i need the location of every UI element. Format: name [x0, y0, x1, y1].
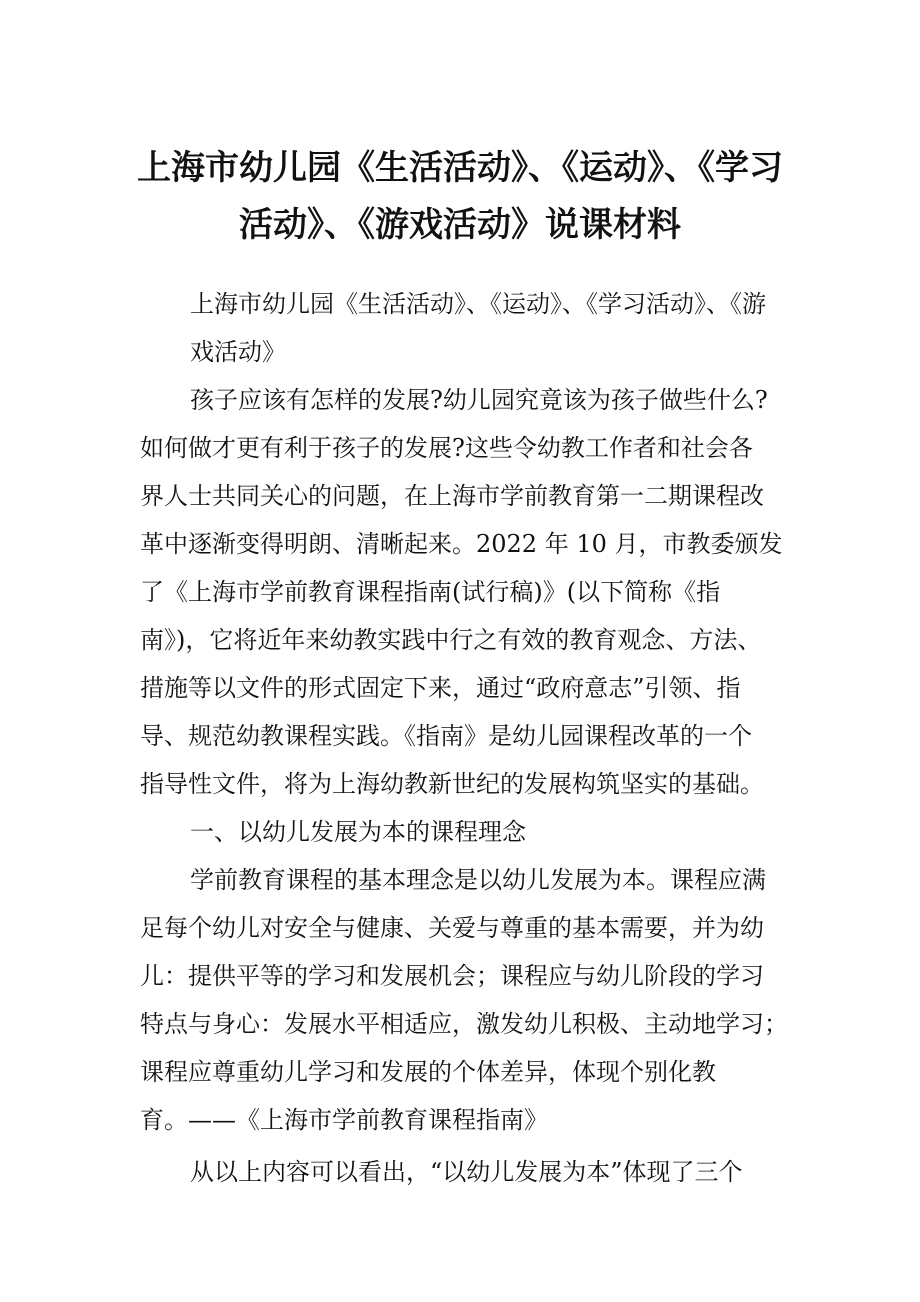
paragraph-line: 儿：提供平等的学习和发展机会；课程应与幼儿阶段的学习: [140, 962, 764, 990]
paragraph-line: 措施等以文件的形式固定下来，通过“政府意志”引领、指: [140, 674, 741, 702]
paragraph-line: 课程应尊重幼儿学习和发展的个体差异，体现个别化教: [140, 1058, 716, 1086]
paragraph-line: 孩子应该有怎样的发展?幼儿园究竟该为孩子做些什么?: [190, 386, 768, 414]
paragraph-line: 南》)，它将近年来幼教实践中行之有效的教育观念、方法、: [140, 626, 762, 654]
subtitle-line-2: 戏活动》: [190, 338, 286, 366]
paragraph-line: 导、规范幼教课程实践。《指南》是幼儿园课程改革的一个: [140, 722, 752, 750]
subtitle-line-1: 上海市幼儿园《生活活动》、《运动》、《学习活动》、《游: [190, 290, 766, 318]
paragraph-line: 特点与身心：发展水平相适应，激发幼儿积极、主动地学习；: [140, 1010, 788, 1038]
paragraph-line: 从以上内容可以看出，“以幼儿发展为本”体现了三个: [190, 1158, 743, 1186]
document-title-line-1: 上海市幼儿园《生活活动》、《运动》、《学习: [137, 148, 783, 188]
paragraph-line: 革中逐渐变得明朗、清晰起来。2022 年 10 月，市教委颁发: [140, 530, 783, 558]
paragraph-line: 了《上海市学前教育课程指南(试行稿)》(以下简称《指: [140, 578, 721, 606]
paragraph-line: 界人士共同关心的问题，在上海市学前教育第一二期课程改: [140, 482, 764, 510]
paragraph-line: 足每个幼儿对安全与健康、关爱与尊重的基本需要，并为幼: [140, 914, 764, 942]
paragraph-line: 指导性文件，将为上海幼教新世纪的发展构筑坚实的基础。: [140, 770, 764, 798]
paragraph-line: 学前教育课程的基本理念是以幼儿发展为本。课程应满: [190, 866, 766, 894]
section-heading: 一、以幼儿发展为本的课程理念: [190, 818, 526, 846]
document-title-line-2: 活动》、《游戏活动》说课材料: [239, 205, 681, 245]
paragraph-line: 育。——《上海市学前教育课程指南》: [140, 1106, 548, 1134]
paragraph-line: 如何做才更有利于孩子的发展?这些令幼教工作者和社会各: [140, 434, 753, 462]
